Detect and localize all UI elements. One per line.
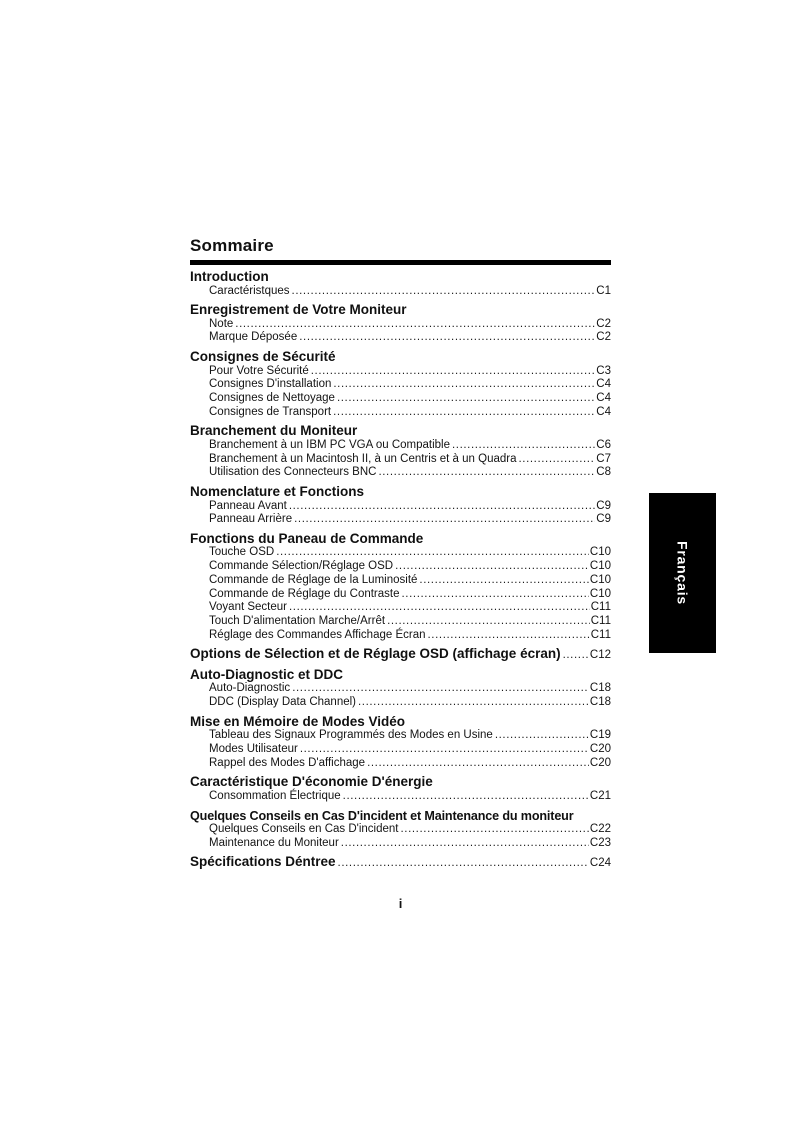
toc-entry-label: Caractéristques: [209, 284, 290, 297]
toc-entry-label: Voyant Secteur: [209, 601, 287, 614]
toc-entry-page-number: C10: [589, 560, 611, 573]
toc-section-title-row: [190, 303, 611, 318]
dot-leader: [395, 560, 589, 574]
toc-entry-page-number: C19: [589, 729, 611, 742]
toc-entry: [190, 500, 611, 514]
toc-entry: [190, 513, 611, 527]
toc-section-title: Introduction: [190, 269, 269, 284]
toc-entry: [190, 318, 611, 332]
toc-entry-page-number: C11: [590, 601, 611, 614]
dot-leader: [343, 790, 589, 804]
toc-section-title-row: [190, 775, 611, 790]
toc-section-title: Enregistrement de Votre Moniteur: [190, 302, 407, 318]
toc-section-title-row: [190, 485, 611, 500]
toc-section-title-row: [190, 668, 611, 683]
language-tab: [649, 493, 716, 653]
toc-entry-label: Touche OSD: [209, 546, 275, 559]
toc-entry-page-number: C1: [596, 284, 611, 297]
toc-entry-label: Tableau des Signaux Programmés des Modes en Usine: [209, 729, 493, 742]
toc-section: [190, 532, 611, 642]
toc-entry-page-number: C8: [596, 466, 611, 479]
toc-entry-label: Note: [209, 317, 234, 330]
toc-entry-page-number: C21: [589, 789, 611, 802]
toc-entry: [190, 392, 611, 406]
toc-entry: [190, 365, 611, 379]
toc-entry: [190, 601, 611, 615]
toc-entry-page-number: C11: [590, 628, 611, 641]
toc-entry: [190, 615, 611, 629]
toc-section: [190, 668, 611, 710]
toc-entry-page-number: C11: [590, 614, 611, 627]
toc-section-title-row: [190, 855, 611, 871]
toc-entry-page-number: C10: [589, 573, 611, 586]
toc-section-title: Caractéristique D'économie D'énergie: [190, 774, 433, 790]
toc-page-number: C24: [589, 857, 611, 870]
toc-entry: [190, 790, 611, 804]
toc-entry-label: Commande Sélection/Réglage OSD: [209, 560, 394, 573]
dot-leader: [387, 615, 590, 629]
toc-entry-page-number: C4: [596, 392, 611, 405]
toc-entry-page-number: C20: [589, 756, 611, 769]
toc-entry: [190, 729, 611, 743]
toc-entry-label: Panneau Arrière: [209, 513, 293, 526]
toc-entry: [190, 546, 611, 560]
toc-entry-label: Marque Déposée: [209, 331, 298, 344]
toc-section-title-row: [190, 350, 611, 365]
toc-entry: [190, 682, 611, 696]
page-number: i: [398, 896, 403, 911]
dot-leader: [419, 574, 588, 588]
page-title: Sommaire: [190, 236, 274, 255]
toc-section-title-row: [190, 424, 611, 439]
toc-list: [190, 270, 611, 871]
dot-leader: [292, 682, 589, 696]
toc-entry-page-number: C18: [589, 696, 611, 709]
toc-entry-page-number: C4: [596, 378, 611, 391]
toc-entry-page-number: C7: [596, 452, 611, 465]
toc-entry-label: Commande de Réglage de la Luminosité: [209, 573, 418, 586]
dot-leader: [294, 513, 595, 527]
toc-section: [190, 775, 611, 803]
toc-entry: [190, 406, 611, 420]
toc-entry-label: Rappel des Modes D'affichage: [209, 756, 366, 769]
toc-entry-label: Utilisation des Connecteurs BNC: [209, 466, 377, 479]
dot-leader: [289, 500, 595, 514]
toc-entry: [190, 378, 611, 392]
toc-section: [190, 809, 611, 851]
dot-leader: [338, 856, 589, 871]
dot-leader: [402, 588, 589, 602]
toc-entry: [190, 757, 611, 771]
toc-entry-page-number: C18: [589, 682, 611, 695]
toc-entry: [190, 285, 611, 299]
toc-entry-label: Branchement à un IBM PC VGA ou Compatible: [209, 438, 450, 451]
toc-entry-label: Quelques Conseils en Cas D'incident: [209, 823, 399, 836]
dot-leader: [333, 378, 595, 392]
toc-entry-page-number: C23: [589, 836, 611, 849]
toc-entry: [190, 466, 611, 480]
toc-entry-label: Pour Votre Sécurité: [209, 364, 309, 377]
dot-leader: [401, 823, 589, 837]
dot-leader: [289, 601, 590, 615]
dot-leader: [299, 331, 595, 345]
dot-leader: [292, 285, 596, 299]
toc-section-title-row: [190, 270, 611, 285]
dot-leader: [563, 648, 589, 663]
toc-entry: [190, 574, 611, 588]
toc-section: [190, 485, 611, 527]
toc-entry: [190, 331, 611, 345]
toc-entry: [190, 823, 611, 837]
toc-entry-page-number: C9: [596, 513, 611, 526]
toc-section: [190, 303, 611, 345]
dot-leader: [428, 629, 590, 643]
language-tab-label: Français: [674, 541, 691, 605]
title-rule: [190, 260, 611, 265]
toc-section-title: Fonctions du Paneau de Commande: [190, 530, 424, 546]
toc-entry-label: Consignes D'installation: [209, 378, 332, 391]
dot-leader: [276, 546, 589, 560]
toc-section: [190, 855, 611, 871]
toc-entry-label: Panneau Avant: [209, 499, 287, 512]
dot-leader: [341, 837, 589, 851]
toc-entry-page-number: C3: [596, 364, 611, 377]
dot-leader: [311, 365, 596, 379]
toc-section-title: Auto-Diagnostic et DDC: [190, 666, 343, 682]
toc-entry-label: DDC (Display Data Channel): [209, 696, 356, 709]
toc-entry-page-number: C6: [596, 438, 611, 451]
toc-entry: [190, 629, 611, 643]
toc-section-title: Spécifications Déntree: [190, 854, 336, 870]
toc-section: [190, 350, 611, 419]
toc-entry-label: Commande de Réglage du Contraste: [209, 587, 400, 600]
dot-leader: [518, 453, 595, 467]
toc-entry-label: Branchement à un Macintosh II, à un Centris et à un Quadra: [209, 452, 517, 465]
toc-entry-label: Consommation Électrique: [209, 789, 341, 802]
toc-entry-page-number: C9: [596, 499, 611, 512]
toc-section-title-row: [190, 809, 611, 824]
toc-entry-label: Modes Utilisateur: [209, 742, 298, 755]
dot-leader: [495, 729, 589, 743]
toc-entry: [190, 560, 611, 574]
toc-entry-page-number: C2: [596, 331, 611, 344]
toc-entry-label: Réglage des Commandes Affichage Écran: [209, 628, 426, 641]
dot-leader: [358, 696, 589, 710]
dot-leader: [367, 757, 589, 771]
toc-entry-page-number: C10: [589, 546, 611, 559]
toc-entry-page-number: C20: [589, 742, 611, 755]
toc-entry-label: Consignes de Transport: [209, 405, 332, 418]
toc-section-title: Quelques Conseils en Cas D'incident et Maintenance du moniteur: [190, 808, 574, 823]
toc-page-number: C12: [589, 649, 611, 662]
toc-entry: [190, 453, 611, 467]
dot-leader: [333, 406, 595, 420]
dot-leader: [378, 466, 595, 480]
toc-section-title: Consignes de Sécurité: [190, 349, 336, 365]
toc-entry-label: Maintenance du Moniteur: [209, 836, 339, 849]
toc-entry-label: Touch D'alimentation Marche/Arrêt: [209, 614, 386, 627]
toc-section-title-row: [190, 647, 611, 663]
toc-entry: [190, 837, 611, 851]
toc-entry-label: Auto-Diagnostic: [209, 682, 291, 695]
toc-section: [190, 715, 611, 771]
toc-entry: [190, 588, 611, 602]
toc-content: [190, 236, 611, 871]
toc-section-title-row: [190, 532, 611, 547]
toc-entry: [190, 439, 611, 453]
toc-section-title: Branchement du Moniteur: [190, 423, 358, 439]
dot-leader: [300, 743, 589, 757]
toc-section-title: Options de Sélection et de Réglage OSD (affichage écran): [190, 646, 561, 662]
toc-entry-page-number: C10: [589, 587, 611, 600]
toc-section-title: Mise en Mémoire de Modes Vidéo: [190, 713, 406, 729]
dot-leader: [235, 318, 595, 332]
dot-leader: [337, 392, 595, 406]
toc-entry-page-number: C4: [596, 405, 611, 418]
toc-section: [190, 270, 611, 298]
toc-section: [190, 424, 611, 480]
toc-entry-page-number: C22: [589, 823, 611, 836]
toc-section-title-row: [190, 715, 611, 730]
toc-entry: [190, 696, 611, 710]
toc-section-title: Nomenclature et Fonctions: [190, 484, 365, 500]
toc-entry-label: Consignes de Nettoyage: [209, 392, 335, 405]
toc-section: [190, 647, 611, 663]
toc-entry: [190, 743, 611, 757]
toc-entry-page-number: C2: [596, 317, 611, 330]
dot-leader: [452, 439, 595, 453]
